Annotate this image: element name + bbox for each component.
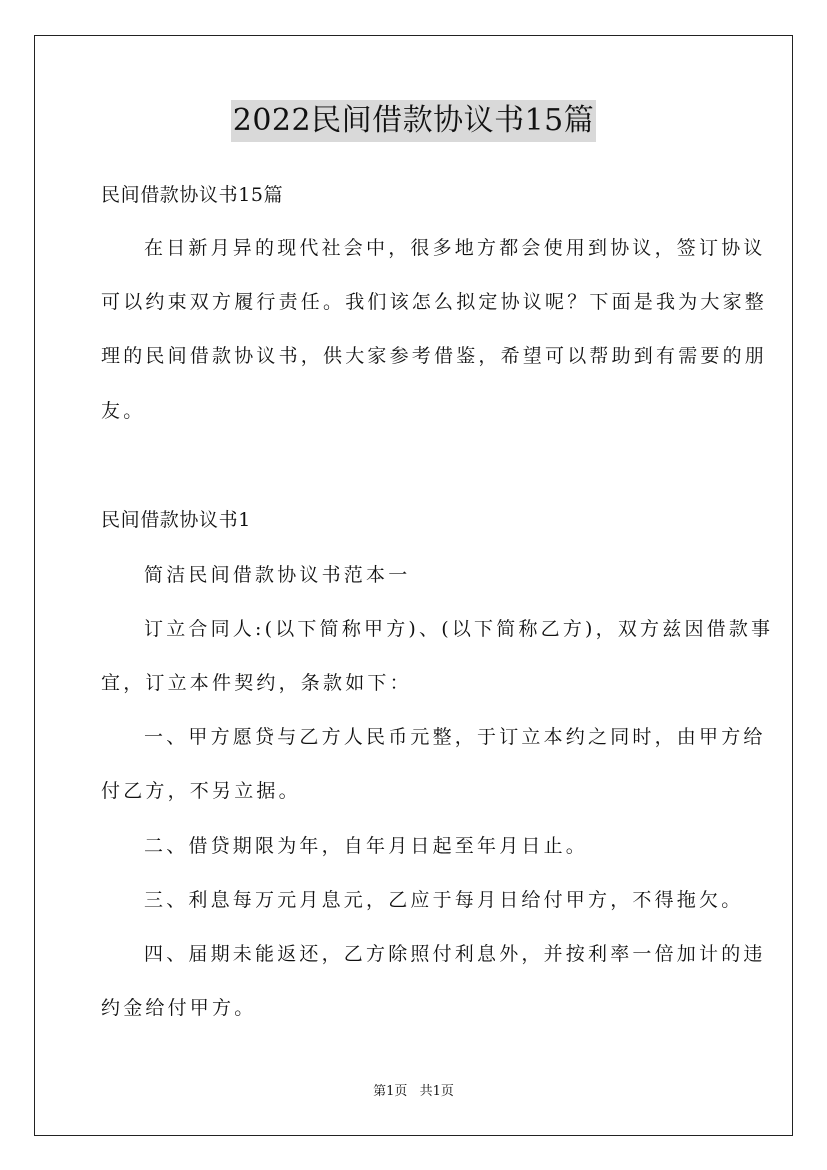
template-title: 简洁民间借款协议书范本一 [144, 564, 411, 586]
clause-line-8: 约金给付甲方。 [101, 997, 257, 1019]
intro-line-3: 理的民间借款协议书，供大家参考借鉴，希望可以帮助到有需要的朋 [101, 345, 768, 367]
intro-line-2: 可以约束双方履行责任。我们该怎么拟定协议呢？下面是我为大家整 [101, 291, 768, 313]
intro-line-1: 在日新月异的现代社会中，很多地方都会使用到协议，签订协议 [144, 237, 766, 259]
title-container [0, 100, 827, 142]
document-subtitle: 民间借款协议书15篇 [101, 184, 284, 206]
clause-line-6: 三、利息每万元月息元，乙应于每月日给付甲方，不得拖欠。 [144, 889, 744, 911]
clause-line-5: 二、借贷期限为年，自年月日起至年月日止。 [144, 835, 589, 857]
clause-line-1: 订立合同人:(以下简称甲方)、(以下简称乙方)，双方兹因借款事 [144, 618, 774, 640]
intro-line-4: 友。 [101, 400, 146, 422]
page-footer [0, 1083, 827, 1101]
clause-line-4: 付乙方，不另立据。 [101, 780, 301, 802]
section-heading: 民间借款协议书1 [101, 509, 251, 531]
clause-line-7: 四、届期未能返还，乙方除照付利息外，并按利率一倍加计的违 [144, 943, 766, 965]
clause-line-2: 宜，订立本件契约，条款如下： [101, 672, 412, 694]
clause-line-3: 一、甲方愿贷与乙方人民币元整，于订立本约之同时，由甲方给 [144, 726, 766, 748]
page-number-total: 共1页 [419, 1084, 454, 1099]
page-number-current: 第1页 [373, 1084, 408, 1099]
document-title: 2022民间借款协议书15篇 [231, 100, 597, 142]
